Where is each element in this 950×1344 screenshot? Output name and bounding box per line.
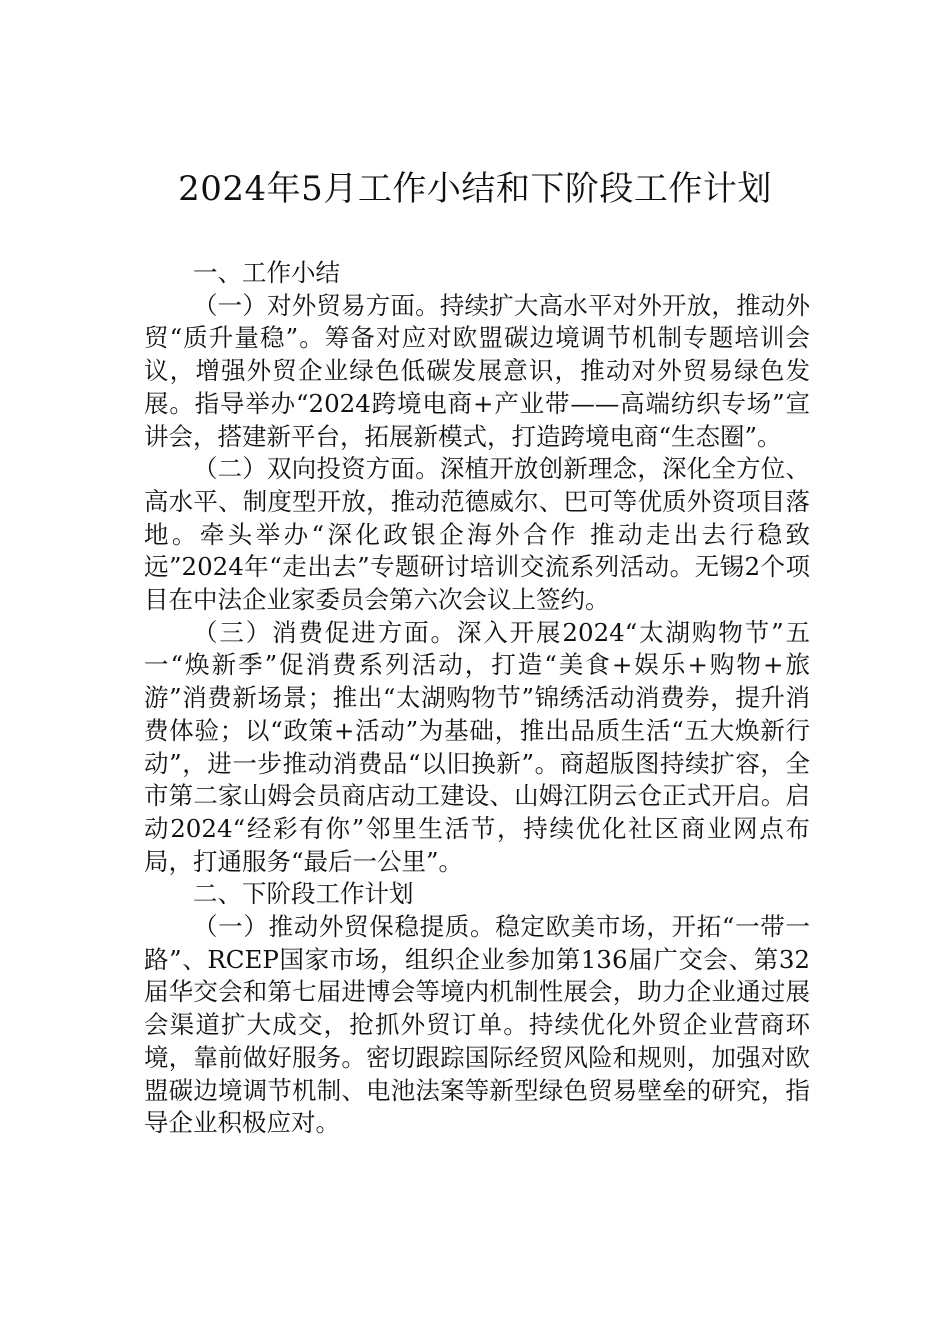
document-title: 2024年5月工作小结和下阶段工作计划 xyxy=(178,169,772,209)
document-body xyxy=(144,257,810,1140)
paragraph-foreign-trade: （一）对外贸易方面。持续扩大高水平对外开放，推动外贸“质升量稳”。筹备对应对欧盟碳边境调节机制专题培训会议，增强外贸企业绿色低碳发展意识，推动对外贸易绿色发展。指导举办“2024跨境电商+产业带——高端纺织专场”宣讲会，搭建新平台，拓展新模式，打造跨境电商“生态圈”。 xyxy=(144,290,810,451)
section-heading-summary: 一、工作小结 xyxy=(193,258,340,287)
paragraph-investment: （二）双向投资方面。深植开放创新理念，深化全方位、高水平、制度型开放，推动范德威尔、巴可等优质外资项目落地。牵头举办“深化政银企海外合作 推动走出去行稳致远”2024年“走出去”专题研讨培训交流系列活动。无锡2个项目在中法企业家委员会第六次会议上签约。 xyxy=(144,454,810,615)
paragraph-consumption: （三）消费促进方面。深入开展2024“太湖购物节”五一“焕新季”促消费系列活动，打造“美食+娱乐+购物+旅游”消费新场景；推出“太湖购物节”锦绣活动消费券，提升消费体验；以“政策+活动”为基础，推出品质生活“五大焕新行动”，进一步推动消费品“以旧换新”。商超版图持续扩容，全市第二家山姆会员商店动工建设、山姆江阴云仓正式开启。启动2024“经彩有你”邻里生活节，持续优化社区商业网点布局，打通服务“最后一公里”。 xyxy=(144,617,810,876)
section-heading-plan: 二、下阶段工作计划 xyxy=(193,879,414,909)
paragraph-plan-foreign-trade: （一）推动外贸保稳提质。稳定欧美市场，开拓“一带一路”、RCEP国家市场，组织企业参加第136届广交会、第32届华交会和第七届进博会等境内机制性展会，助力企业通过展会渠道扩大成交，抢抓外贸订单。持续优化外贸企业营商环境，靠前做好服务。密切跟踪国际经贸风险和规则，加强对欧盟碳边境调节机制、电池法案等新型绿色贸易壁垒的研究，指导企业积极应对。 xyxy=(144,912,810,1138)
